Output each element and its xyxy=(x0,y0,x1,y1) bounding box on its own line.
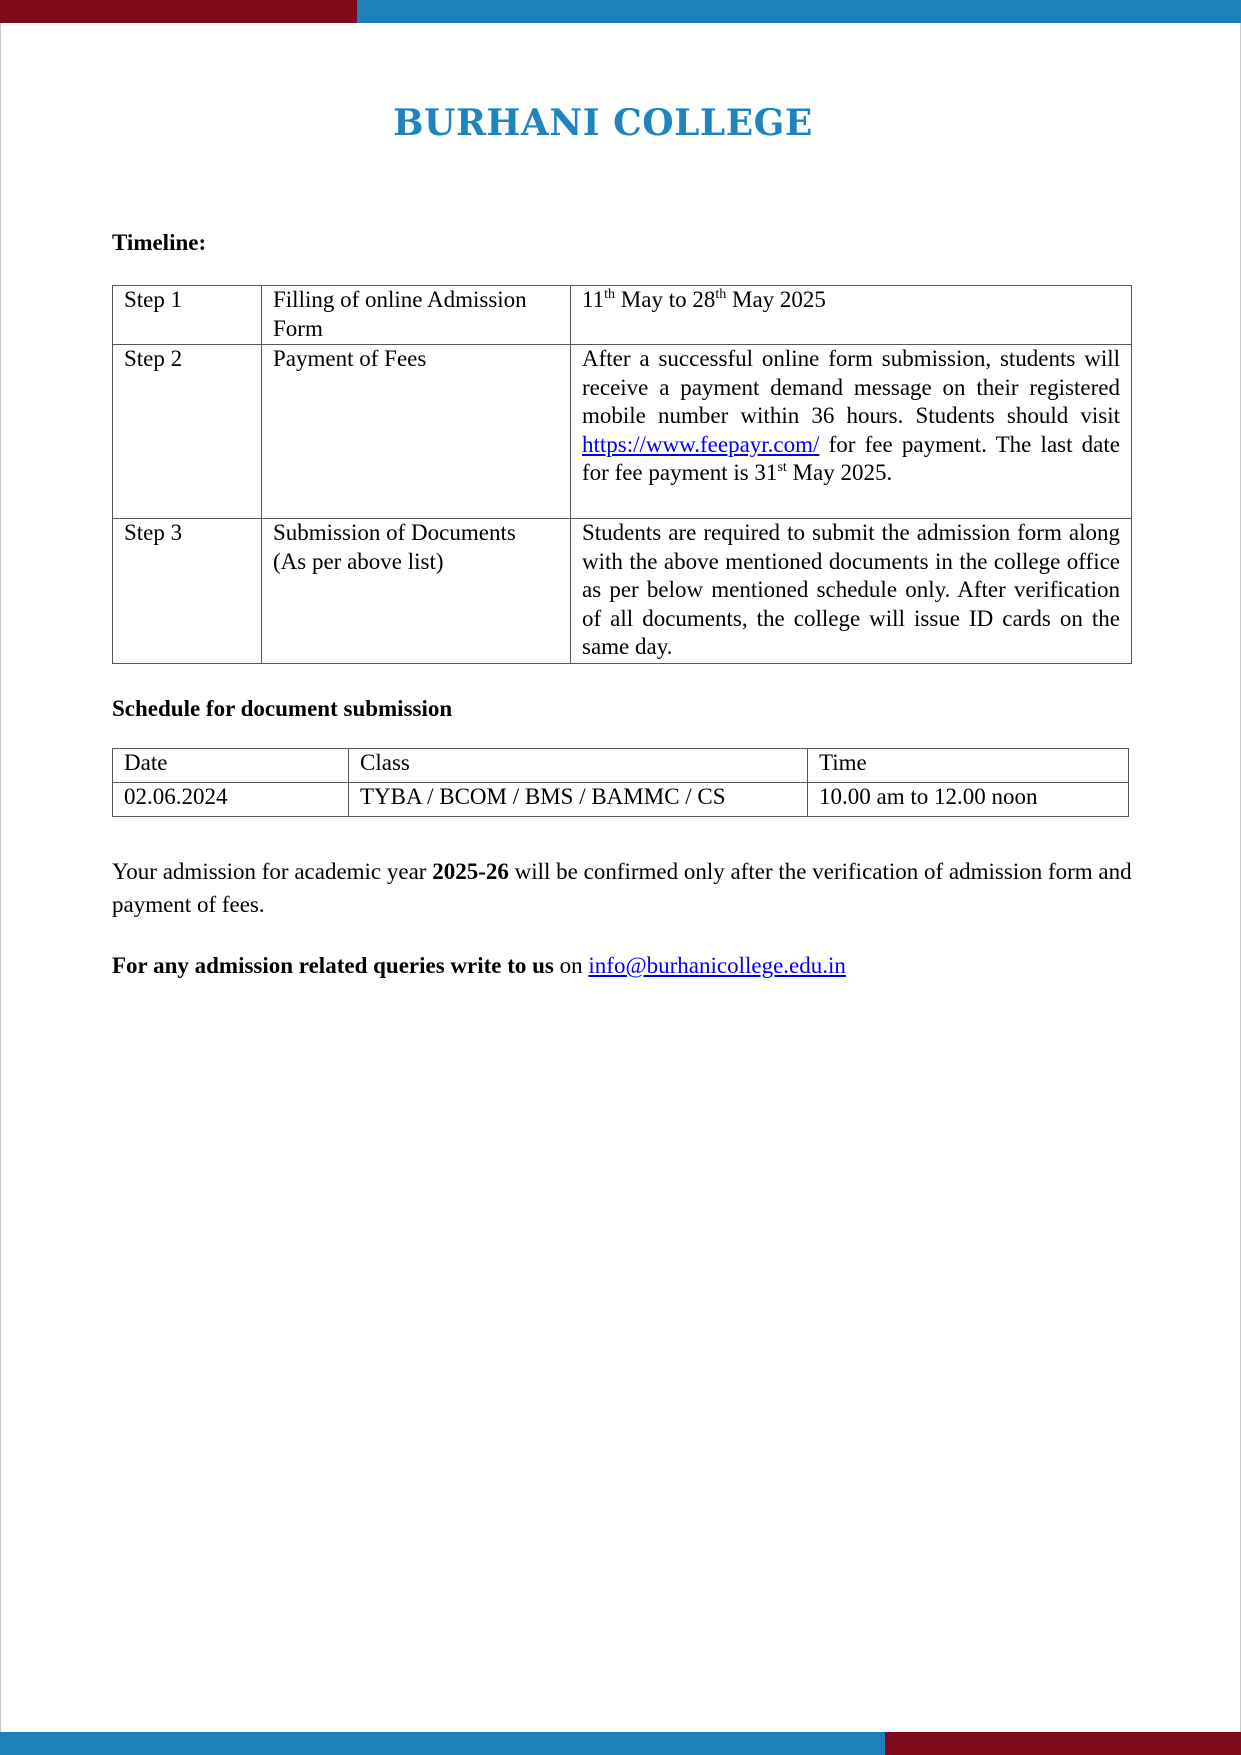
detail-text: 11 xyxy=(582,287,605,312)
footer-band-maroon xyxy=(885,1732,1241,1755)
contact-line xyxy=(112,949,1132,982)
date-cell: 02.06.2024 xyxy=(113,783,349,817)
task-cell: Payment of Fees xyxy=(262,345,571,519)
table-row xyxy=(113,783,1129,817)
detail-cell xyxy=(571,286,1132,345)
step-cell: Step 3 xyxy=(113,519,262,664)
class-cell: TYBA / BCOM / BMS / BAMMC / CS xyxy=(349,783,808,817)
contact-email-link[interactable]: info@burhanicollege.edu.in xyxy=(588,953,846,978)
task-cell: Filling of online Admission Form xyxy=(262,286,571,345)
detail-text: for fee payment. The last date for fee payment is 31 xyxy=(582,431,1120,485)
note-text: will be confirmed only after the verification of admission form and payment of fees. xyxy=(112,859,1132,917)
task-cell xyxy=(262,519,571,664)
task-line: (As per above list) xyxy=(273,548,444,574)
ordinal-suffix: th xyxy=(715,287,727,302)
task-line: Submission of Documents xyxy=(273,520,516,545)
detail-text: May 2025 xyxy=(726,287,826,312)
table-row xyxy=(113,286,1132,345)
schedule-table xyxy=(112,748,1129,817)
table-header-row xyxy=(113,749,1129,783)
column-header-time: Time xyxy=(808,749,1129,783)
table-row xyxy=(113,345,1132,519)
document-body xyxy=(112,228,1132,982)
detail-cell xyxy=(571,345,1132,519)
column-header-class: Class xyxy=(349,749,808,783)
footer-band-blue xyxy=(0,1732,885,1755)
detail-text: May 2025. xyxy=(786,460,893,485)
ordinal-suffix: th xyxy=(604,287,616,302)
time-cell: 10.00 am to 12.00 noon xyxy=(808,783,1129,817)
detail-cell: Students are required to submit the admission form along with the above mentioned documents in the college office as per below mentioned schedule only. After verification of all documents, the college will issue ID cards on the same day. xyxy=(571,519,1132,664)
note-text: Your admission for academic year xyxy=(112,859,433,884)
fee-payment-link[interactable]: https://www.feepayr.com/ xyxy=(582,431,820,457)
column-header-date: Date xyxy=(113,749,349,783)
ordinal-suffix: st xyxy=(777,460,787,475)
timeline-table xyxy=(112,285,1132,664)
table-row xyxy=(113,519,1132,664)
contact-label: For any admission related queries write to us xyxy=(112,953,554,978)
step-cell: Step 2 xyxy=(113,345,262,519)
detail-text: After a successful online form submission, students will receive a payment demand message on their registered mobile number within 36 hours. Students should visit xyxy=(582,346,1120,428)
step-cell: Step 1 xyxy=(113,286,262,345)
detail-text: May to 28 xyxy=(615,287,716,312)
header-band-maroon xyxy=(0,0,357,23)
contact-connector: on xyxy=(553,953,589,978)
timeline-heading: Timeline: xyxy=(112,230,207,255)
college-name: BURHANI COLLEGE xyxy=(393,102,813,144)
academic-year: 2025-26 xyxy=(432,859,509,884)
header-band-blue xyxy=(357,0,1241,23)
admission-note xyxy=(112,855,1132,921)
schedule-heading: Schedule for document submission xyxy=(112,696,453,721)
